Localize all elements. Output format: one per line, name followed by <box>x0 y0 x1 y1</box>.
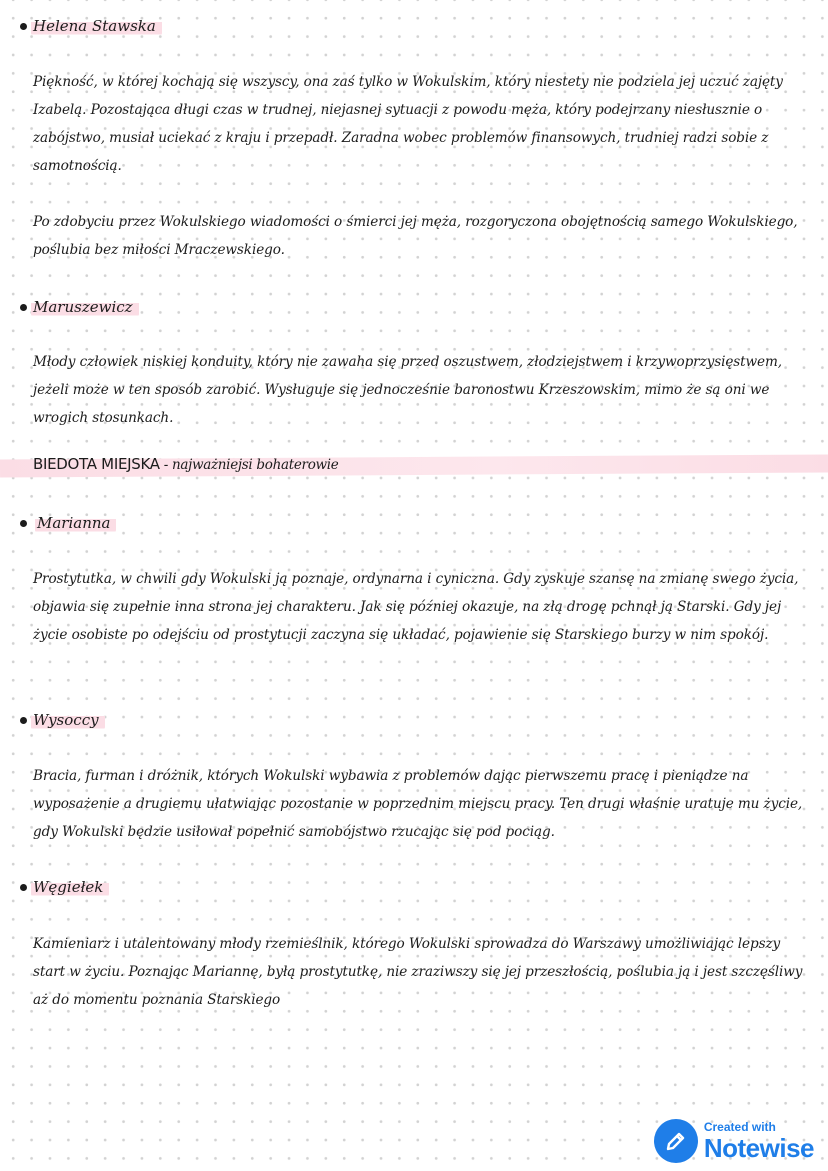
watermark-small-text: Created with <box>703 1120 776 1134</box>
watermark-brand-text: Notewise <box>703 1133 814 1163</box>
section-title-main: BIEDOTA MIEJSKA <box>33 455 160 473</box>
heading-wegielek <box>20 877 109 897</box>
bullet-icon <box>20 717 27 724</box>
heading-text: Maruszewicz <box>31 297 139 317</box>
section-title-sub: - najważniejsi bohaterowie <box>159 457 339 473</box>
notewise-watermark <box>654 1119 814 1163</box>
section-title <box>33 455 339 473</box>
bullet-icon <box>20 884 27 891</box>
pencil-icon <box>654 1119 698 1163</box>
heading-maruszewicz <box>20 297 139 317</box>
heading-helena-stawska <box>20 16 162 36</box>
paragraph: Po zdobyciu przez Wokulskiego wiadomości o śmierci jej męża, rozgoryczona obojętnością samego Wokulskiego, poślubia bez miłości Mraczewskiego. <box>33 214 798 258</box>
bullet-icon <box>20 23 27 30</box>
heading-text: Helena Stawska <box>31 16 162 36</box>
paragraph: Kamieniarz i utalentowany młody rzemieślnik, którego Wokulski sprowadza do Warszawy umożliwiając lepszy start w życiu. Poznając Mariannę, byłą prostytutkę, nie zraziwszy się jej przeszłością, poślubia ją i jest szczęśliwy aż do momentu poznania Starskiego <box>33 936 803 1008</box>
heading-wysoccy <box>20 710 105 730</box>
heading-text: Węgiełek <box>31 877 109 897</box>
bullet-icon <box>20 304 27 311</box>
heading-marianna <box>20 513 116 533</box>
heading-text: Marianna <box>35 513 116 533</box>
paragraph: Bracia, furman i dróżnik, których Wokulski wybawia z problemów dając pierwszemu pracę i pieniądze na wyposażenie a drugiemu ułatwiając pozostanie w poprzednim miejscu pracy. Ten drugi właśnie uratuje mu życie, gdy Wokulski będzie usiłował popełnić samobójstwo rzucając się pod pociąg. <box>33 768 803 840</box>
paragraph: Piękność, w której kochają się wszyscy, ona zaś tylko w Wokulskim, który niestety nie podziela jej uczuć zajęty Izabelą. Pozostająca długi czas w trudnej, niejasnej sytuacji z powodu męża, który podejrzany niesłusznie o zabójstwo, musiał uciekać z kraju i przepadł. Zaradna wobec problemów finansowych, trudniej radzi sobie z samotnością. <box>33 74 783 174</box>
paragraph: Prostytutka, w chwili gdy Wokulski ją poznaje, ordynarna i cyniczna. Gdy zyskuje szansę na zmianę swego życia, objawia się zupełnie inna strona jej charakteru. Jak się później okazuje, na złą drogę pchnął ją Starski. Gdy jej życie osobiste po odejściu od prostytucji zaczyna się układać, pojawienie się Starskiego burzy w nim spokój. <box>33 571 799 643</box>
bullet-icon <box>20 520 27 527</box>
heading-text: Wysoccy <box>31 710 105 730</box>
paragraph: Młody człowiek niskiej konduity, który nie zawaha się przed oszustwem, złodziejstwem i krzywoprzysięstwem, jeżeli może w ten sposób zarobić. Wysługuje się jednocześnie baronostwu Krzeszowskim, mimo że są oni we wrogich stosunkach. <box>33 354 783 426</box>
